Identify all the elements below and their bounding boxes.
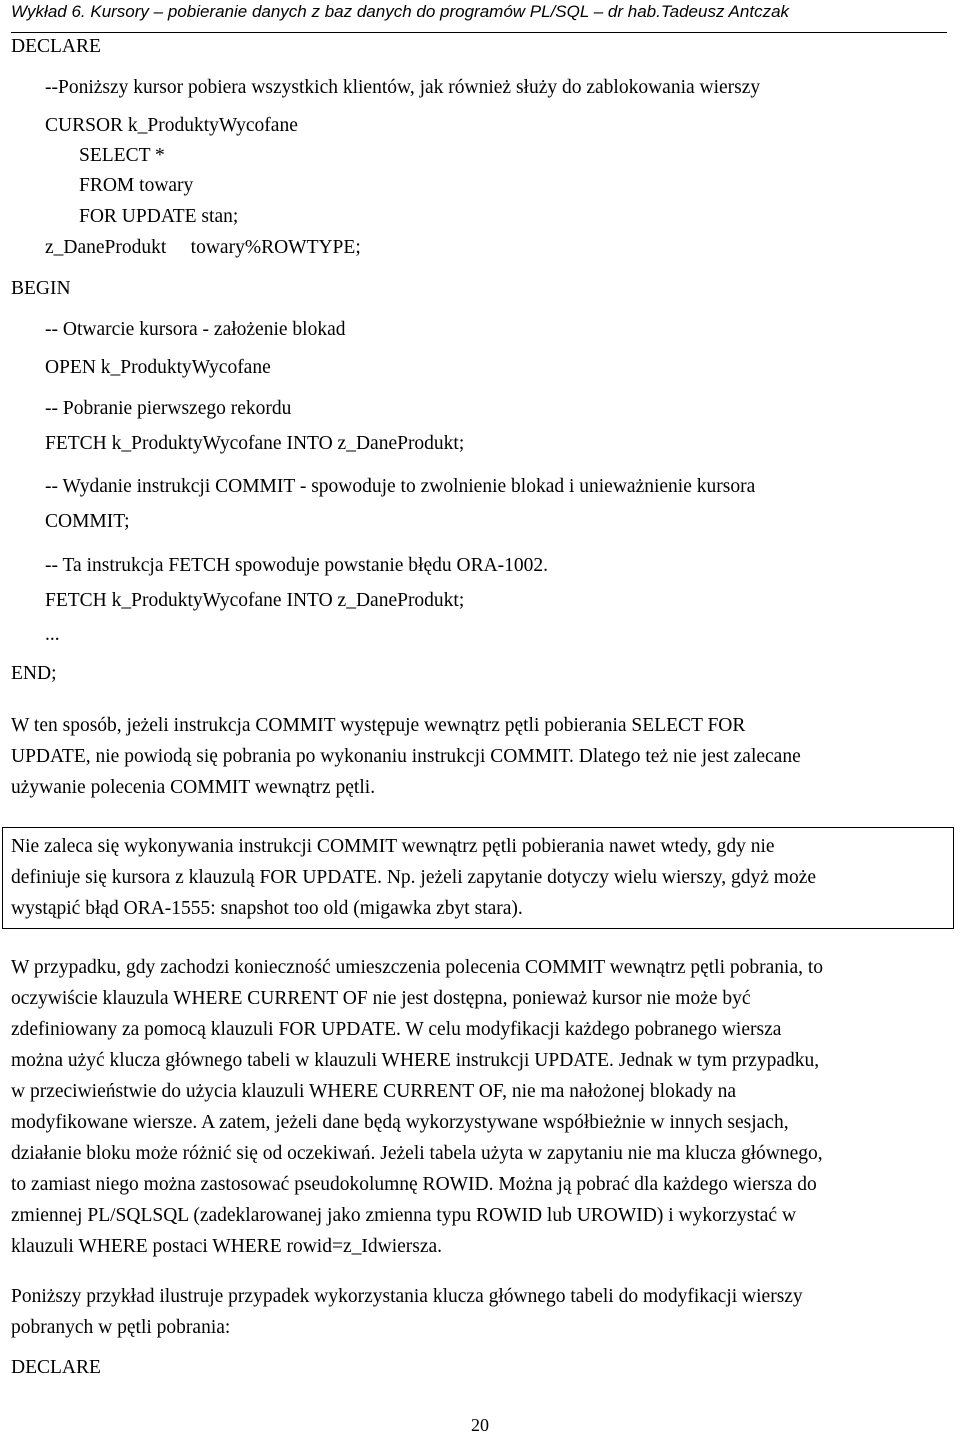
- code-line: FOR UPDATE stan;: [79, 206, 239, 227]
- code-line: DECLARE: [11, 1357, 101, 1378]
- running-header: Wykład 6. Kursory – pobieranie danych z baz danych do programów PL/SQL – dr hab.Tadeusz Antczak: [11, 2, 790, 21]
- text-line: zdefiniowany za pomocą klauzuli FOR UPDATE. W celu modyfikacji każdego pobranego wiersza: [11, 1019, 782, 1040]
- code-line: CURSOR k_ProduktyWycofane: [45, 115, 298, 136]
- code-comment: --Poniższy kursor pobiera wszystkich klientów, jak również służy do zablokowania wierszy: [45, 77, 761, 98]
- note-text: [11, 831, 947, 924]
- code-comment: -- Pobranie pierwszego rekordu: [45, 398, 292, 419]
- header-divider: [11, 32, 947, 33]
- text-line: można użyć klucza głównego tabeli w klauzuli WHERE instrukcji UPDATE. Jednak w tym przypadku,: [11, 1050, 820, 1071]
- code-line: FETCH k_ProduktyWycofane INTO z_DaneProdukt;: [45, 433, 465, 454]
- code-line: BEGIN: [11, 278, 71, 299]
- text-line: zmiennej PL/SQLSQL (zadeklarowanej jako zmienna typu ROWID lub UROWID) i wykorzystać w: [11, 1205, 797, 1226]
- text-line: działanie bloku może różnić się od oczekiwań. Jeżeli tabela użyta w zapytaniu nie ma klucza głównego,: [11, 1143, 823, 1164]
- text-line: W przypadku, gdy zachodzi konieczność umieszczenia polecenia COMMIT wewnątrz pętli pobrania, to: [11, 957, 824, 978]
- code-line: FROM towary: [79, 175, 194, 196]
- paragraph: [11, 1281, 947, 1343]
- code-line: END;: [11, 663, 57, 684]
- page-number: 20: [471, 1415, 489, 1435]
- text-line: Nie zaleca się wykonywania instrukcji COMMIT wewnątrz pętli pobierania nawet wtedy, gdy nie: [11, 836, 775, 857]
- text-line: to zamiast niego można zastosować pseudokolumnę ROWID. Można ją pobrać dla każdego wiersza do: [11, 1174, 817, 1195]
- code-line: COMMIT;: [45, 511, 130, 532]
- text-line: klauzuli WHERE postaci WHERE rowid=z_Idwiersza.: [11, 1236, 443, 1257]
- text-line: definiuje się kursora z klauzulą FOR UPDATE. Np. jeżeli zapytanie dotyczy wielu wierszy, gdyż może: [11, 867, 817, 888]
- code-line: z_DaneProdukt towary%ROWTYPE;: [45, 237, 361, 258]
- code-line: SELECT *: [79, 145, 165, 166]
- code-line: ...: [45, 624, 60, 645]
- text-line: wystąpić błąd ORA-1555: snapshot too old (migawka zbyt stara).: [11, 898, 523, 919]
- text-line: modyfikowane wiersze. A zatem, jeżeli dane będą wykorzystywane współbieżnie w innych sesjach,: [11, 1112, 789, 1133]
- code-comment: -- Wydanie instrukcji COMMIT - spowoduje to zwolnienie blokad i unieważnienie kursora: [45, 476, 756, 497]
- text-line: W ten sposób, jeżeli instrukcja COMMIT występuje wewnątrz pętli pobierania SELECT FOR: [11, 715, 746, 736]
- text-line: w przeciwieństwie do użycia klauzuli WHERE CURRENT OF, nie ma nałożonej blokady na: [11, 1081, 737, 1102]
- code-comment: -- Ta instrukcja FETCH spowoduje powstanie błędu ORA-1002.: [45, 555, 549, 576]
- paragraph: [11, 952, 947, 1262]
- text-line: używanie polecenia COMMIT wewnątrz pętli.: [11, 777, 376, 798]
- code-comment: -- Otwarcie kursora - założenie blokad: [45, 319, 346, 340]
- text-line: oczywiście klauzula WHERE CURRENT OF nie jest dostępna, ponieważ kursor nie może być: [11, 988, 751, 1009]
- code-line: OPEN k_ProduktyWycofane: [45, 357, 271, 378]
- text-line: pobranych w pętli pobrania:: [11, 1317, 231, 1338]
- code-line: DECLARE: [11, 36, 101, 57]
- text-line: UPDATE, nie powiodą się pobrania po wykonaniu instrukcji COMMIT. Dlatego też nie jest zalecane: [11, 746, 801, 767]
- paragraph: [11, 710, 947, 803]
- code-line: FETCH k_ProduktyWycofane INTO z_DaneProdukt;: [45, 590, 465, 611]
- text-line: Poniższy przykład ilustruje przypadek wykorzystania klucza głównego tabeli do modyfikacji wierszy: [11, 1286, 803, 1307]
